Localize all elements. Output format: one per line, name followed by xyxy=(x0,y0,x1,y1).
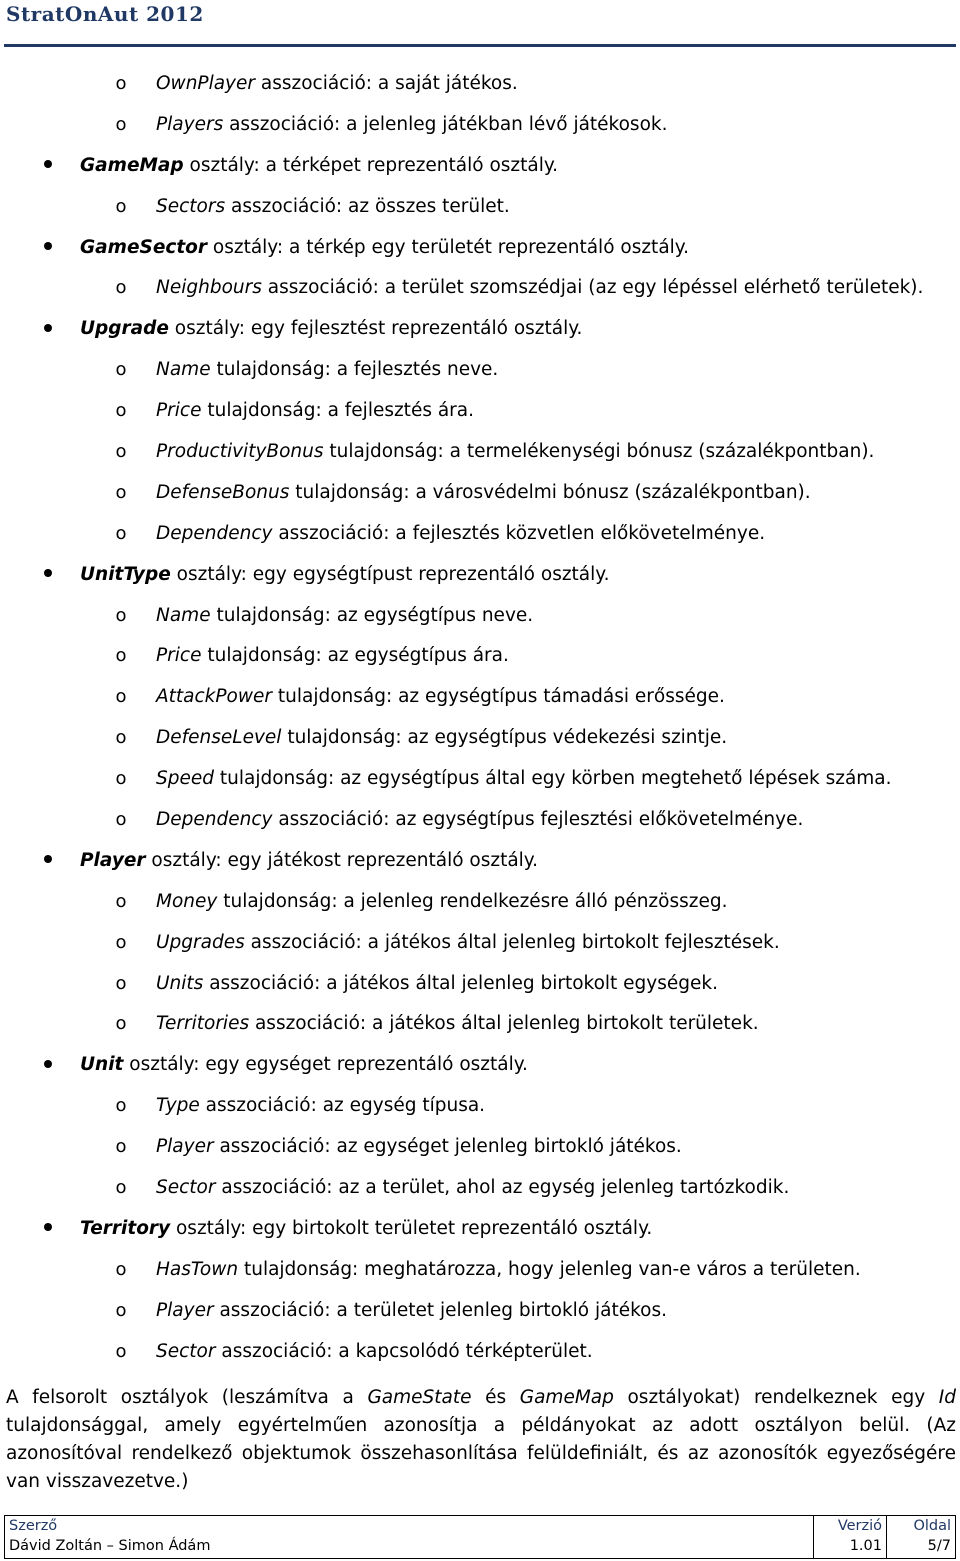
member-name: Dependency xyxy=(156,809,273,831)
bullet-dot xyxy=(44,569,52,577)
member-item xyxy=(0,268,960,309)
item-text xyxy=(156,596,533,637)
footer-author-value: Dávid Zoltán – Simon Ádám xyxy=(9,1538,211,1554)
paragraph-gamemap: GameMap xyxy=(519,1387,614,1408)
member-name: Price xyxy=(156,400,202,422)
item-description: osztály: a térképet reprezentáló osztály. xyxy=(183,154,559,176)
member-name: Units xyxy=(156,972,204,994)
sub-bullet-marker: o xyxy=(115,113,127,135)
footer-page-cell xyxy=(887,1516,956,1559)
item-description: osztály: egy játékost reprezentáló osztály. xyxy=(145,849,538,871)
class-item xyxy=(0,1209,960,1250)
item-description: tulajdonság: az egységtípus védekezési szintje. xyxy=(281,727,728,749)
sub-bullet-marker: o xyxy=(115,1013,127,1035)
item-text xyxy=(156,1332,593,1373)
item-text xyxy=(156,1291,667,1332)
sub-bullet-marker: o xyxy=(115,73,127,94)
item-text xyxy=(156,636,509,677)
class-name: Player xyxy=(80,849,146,871)
bullet-icon xyxy=(41,228,55,269)
member-item xyxy=(0,350,960,391)
paragraph-text-3: osztályokat) rendelkeznek egy xyxy=(613,1387,939,1408)
member-name: DefenseBonus xyxy=(156,481,290,503)
member-item xyxy=(0,636,960,677)
class-name: Unit xyxy=(80,1054,124,1076)
footer-author-cell xyxy=(5,1516,814,1559)
member-name: Player xyxy=(156,1299,214,1321)
member-name: Money xyxy=(156,890,218,912)
item-text xyxy=(80,841,538,882)
class-item xyxy=(0,1045,960,1086)
sub-bullet-marker: o xyxy=(115,277,127,299)
sub-bullet-marker: o xyxy=(115,441,127,463)
item-description: tulajdonság: az egységtípus ára. xyxy=(201,645,509,667)
member-item xyxy=(0,1250,960,1291)
item-text xyxy=(156,1127,682,1168)
footer-version-value: 1.01 xyxy=(849,1538,882,1554)
member-name: ProductivityBonus xyxy=(156,441,324,463)
item-description: tulajdonság: az egységtípus támadási erőssége. xyxy=(271,686,725,708)
class-description-list xyxy=(0,64,960,1373)
member-name: AttackPower xyxy=(156,686,272,708)
member-name: HasTown xyxy=(156,1258,239,1280)
item-text xyxy=(156,882,727,923)
bullet-icon xyxy=(41,1045,55,1086)
member-item xyxy=(0,596,960,637)
class-item xyxy=(0,146,960,187)
item-description: asszociáció: az egységet jelenleg birtokló játékos. xyxy=(213,1136,682,1158)
sub-bullet-marker: o xyxy=(115,1340,127,1362)
item-text xyxy=(156,350,498,391)
bullet-icon xyxy=(41,1209,55,1250)
member-name: Dependency xyxy=(156,522,273,544)
member-item xyxy=(0,1291,960,1332)
item-description: osztály: egy fejlesztést reprezentáló osztály. xyxy=(168,318,583,340)
sub-bullet-marker: o xyxy=(115,1177,127,1199)
member-name: Sector xyxy=(156,1177,216,1199)
page-footer xyxy=(4,1515,956,1559)
member-name: Neighbours xyxy=(156,277,262,299)
sub-bullet-marker: o xyxy=(115,768,127,790)
bullet-dot xyxy=(44,160,52,168)
sub-bullet-marker: o xyxy=(115,1299,127,1321)
sub-bullet-marker: o xyxy=(115,686,127,708)
item-description: tulajdonság: a városvédelmi bónusz (százalékpontban). xyxy=(289,481,811,503)
item-text xyxy=(156,1004,759,1045)
member-name: Speed xyxy=(156,768,214,790)
item-description: tulajdonság: meghatározza, hogy jelenleg van-e város a területen. xyxy=(238,1258,861,1280)
bullet-icon xyxy=(41,309,55,350)
item-text xyxy=(156,1250,861,1291)
sub-bullet-marker: o xyxy=(115,400,127,422)
body-paragraph xyxy=(6,1384,956,1496)
member-name: OwnPlayer xyxy=(156,73,255,94)
item-description: asszociáció: a kapcsolódó térképterület. xyxy=(215,1340,593,1362)
sub-bullet-marker: o xyxy=(115,195,127,217)
item-text xyxy=(80,228,689,269)
sub-bullet-marker: o xyxy=(115,522,127,544)
sub-bullet-marker: o xyxy=(115,972,127,994)
item-text xyxy=(156,268,923,309)
member-item xyxy=(0,964,960,1005)
item-description: asszociáció: a fejlesztés közvetlen előkövetelménye. xyxy=(272,522,766,544)
member-item xyxy=(0,718,960,759)
member-name: DefenseLevel xyxy=(156,727,282,749)
item-description: tulajdonság: az egységtípus neve. xyxy=(210,604,534,626)
item-description: tulajdonság: az egységtípus által egy körben megtehető lépések száma. xyxy=(214,768,892,790)
bullet-dot xyxy=(44,324,52,332)
item-text xyxy=(156,759,892,800)
member-item xyxy=(0,105,960,146)
item-description: asszociáció: a jelenleg játékban lévő játékosok. xyxy=(223,113,668,135)
item-description: asszociáció: a területet jelenleg birtokló játékos. xyxy=(213,1299,667,1321)
sub-bullet-marker: o xyxy=(115,727,127,749)
member-item xyxy=(0,64,960,105)
member-name: Players xyxy=(156,113,224,135)
item-description: tulajdonság: a fejlesztés neve. xyxy=(210,359,499,381)
item-description: tulajdonság: a termelékenységi bónusz (százalékpontban). xyxy=(323,441,875,463)
bullet-dot xyxy=(44,1060,52,1068)
member-item xyxy=(0,432,960,473)
member-name: Type xyxy=(156,1095,200,1117)
item-text xyxy=(80,1045,528,1086)
class-item xyxy=(0,228,960,269)
member-item xyxy=(0,391,960,432)
member-name: Sector xyxy=(156,1340,216,1362)
member-item xyxy=(0,473,960,514)
item-text xyxy=(156,923,780,964)
sub-bullet-marker: o xyxy=(115,1136,127,1158)
paragraph-text-4: tulajdonsággal, amely egyértelműen azonosítja a példányokat az adott osztályon belül. (Az azonosítóval rendelkező objektumok összehasonlítása felüldefiniált, és az azonosítók egyezőségére van visszavezetve.) xyxy=(6,1415,956,1492)
item-text xyxy=(156,64,518,105)
item-text xyxy=(80,555,609,596)
member-item xyxy=(0,1168,960,1209)
sub-bullet-marker: o xyxy=(115,890,127,912)
sub-bullet-marker: o xyxy=(115,481,127,503)
member-item xyxy=(0,1004,960,1045)
page-header xyxy=(4,0,956,47)
item-text xyxy=(80,146,558,187)
item-description: osztály: egy egységtípust reprezentáló osztály. xyxy=(170,563,610,585)
item-text xyxy=(80,309,582,350)
bullet-icon xyxy=(41,555,55,596)
item-text xyxy=(156,391,474,432)
item-description: asszociáció: a terület szomszédjai (az egy lépéssel elérhető területek). xyxy=(261,277,924,299)
member-name: Sectors xyxy=(156,195,226,217)
item-description: asszociáció: az a terület, ahol az egység jelenleg tartózkodik. xyxy=(215,1177,790,1199)
paragraph-text-2: és xyxy=(471,1387,520,1408)
member-item xyxy=(0,800,960,841)
class-item xyxy=(0,309,960,350)
class-name: UnitType xyxy=(80,563,171,585)
paragraph-id: Id xyxy=(938,1387,956,1408)
item-text xyxy=(156,432,874,473)
item-description: asszociáció: az egységtípus fejlesztési előkövetelménye. xyxy=(272,809,804,831)
item-text xyxy=(156,800,803,841)
footer-page-label: Oldal xyxy=(913,1518,951,1534)
member-name: Player xyxy=(156,1136,214,1158)
sub-bullet-marker: o xyxy=(115,604,127,626)
sub-bullet-marker: o xyxy=(115,931,127,953)
item-description: asszociáció: a játékos által jelenleg birtokolt fejlesztések. xyxy=(244,931,780,953)
item-description: osztály: a térkép egy területét reprezentáló osztály. xyxy=(207,236,689,258)
footer-version-cell xyxy=(814,1516,887,1559)
member-name: Territories xyxy=(156,1013,250,1035)
item-description: tulajdonság: a fejlesztés ára. xyxy=(201,400,475,422)
member-name: Name xyxy=(156,359,211,381)
class-name: Territory xyxy=(80,1217,171,1239)
member-item xyxy=(0,1332,960,1373)
item-description: asszociáció: az egység típusa. xyxy=(199,1095,486,1117)
class-name: GameSector xyxy=(80,236,208,258)
member-item xyxy=(0,1086,960,1127)
item-text xyxy=(80,1209,652,1250)
member-name: Upgrades xyxy=(156,931,245,953)
bullet-dot xyxy=(44,1223,52,1231)
item-text xyxy=(156,677,725,718)
member-item xyxy=(0,759,960,800)
item-description: osztály: egy birtokolt területet reprezentáló osztály. xyxy=(170,1217,653,1239)
footer-author-label: Szerző xyxy=(9,1518,58,1534)
footer-version-label: Verzió xyxy=(837,1518,882,1534)
bullet-icon xyxy=(41,841,55,882)
item-text xyxy=(156,514,765,555)
class-name: GameMap xyxy=(80,154,184,176)
item-text xyxy=(156,105,667,146)
sub-bullet-marker: o xyxy=(115,1258,127,1280)
paragraph-text-1: A felsorolt osztályok (leszámítva a xyxy=(6,1387,368,1408)
footer-page-value: 5/7 xyxy=(927,1538,951,1554)
item-text xyxy=(156,473,811,514)
header-logo: StratOnAut 2012 xyxy=(6,2,204,26)
item-description: asszociáció: a játékos által jelenleg birtokolt területek. xyxy=(249,1013,759,1035)
sub-bullet-marker: o xyxy=(115,809,127,831)
sub-bullet-marker: o xyxy=(115,359,127,381)
item-text xyxy=(156,964,718,1005)
item-description: osztály: egy egységet reprezentáló osztály. xyxy=(123,1054,528,1076)
item-description: asszociáció: az összes terület. xyxy=(225,195,510,217)
sub-bullet-marker: o xyxy=(115,645,127,667)
member-name: Name xyxy=(156,604,211,626)
item-text xyxy=(156,1168,789,1209)
bullet-dot xyxy=(44,242,52,250)
item-text xyxy=(156,1086,485,1127)
member-item xyxy=(0,187,960,228)
member-item xyxy=(0,677,960,718)
item-description: asszociáció: a játékos által jelenleg birtokolt egységek. xyxy=(203,972,718,994)
member-item xyxy=(0,923,960,964)
member-item xyxy=(0,1127,960,1168)
class-name: Upgrade xyxy=(80,318,169,340)
bullet-dot xyxy=(44,855,52,863)
member-name: Price xyxy=(156,645,202,667)
item-text xyxy=(156,718,727,759)
member-item xyxy=(0,882,960,923)
bullet-icon xyxy=(41,146,55,187)
paragraph-gamestate: GameState xyxy=(367,1387,472,1408)
sub-bullet-marker: o xyxy=(115,1095,127,1117)
member-item xyxy=(0,514,960,555)
class-item xyxy=(0,841,960,882)
item-description: tulajdonság: a jelenleg rendelkezésre álló pénzösszeg. xyxy=(217,890,728,912)
class-item xyxy=(0,555,960,596)
item-text xyxy=(156,187,510,228)
item-description: asszociáció: a saját játékos. xyxy=(255,73,518,94)
